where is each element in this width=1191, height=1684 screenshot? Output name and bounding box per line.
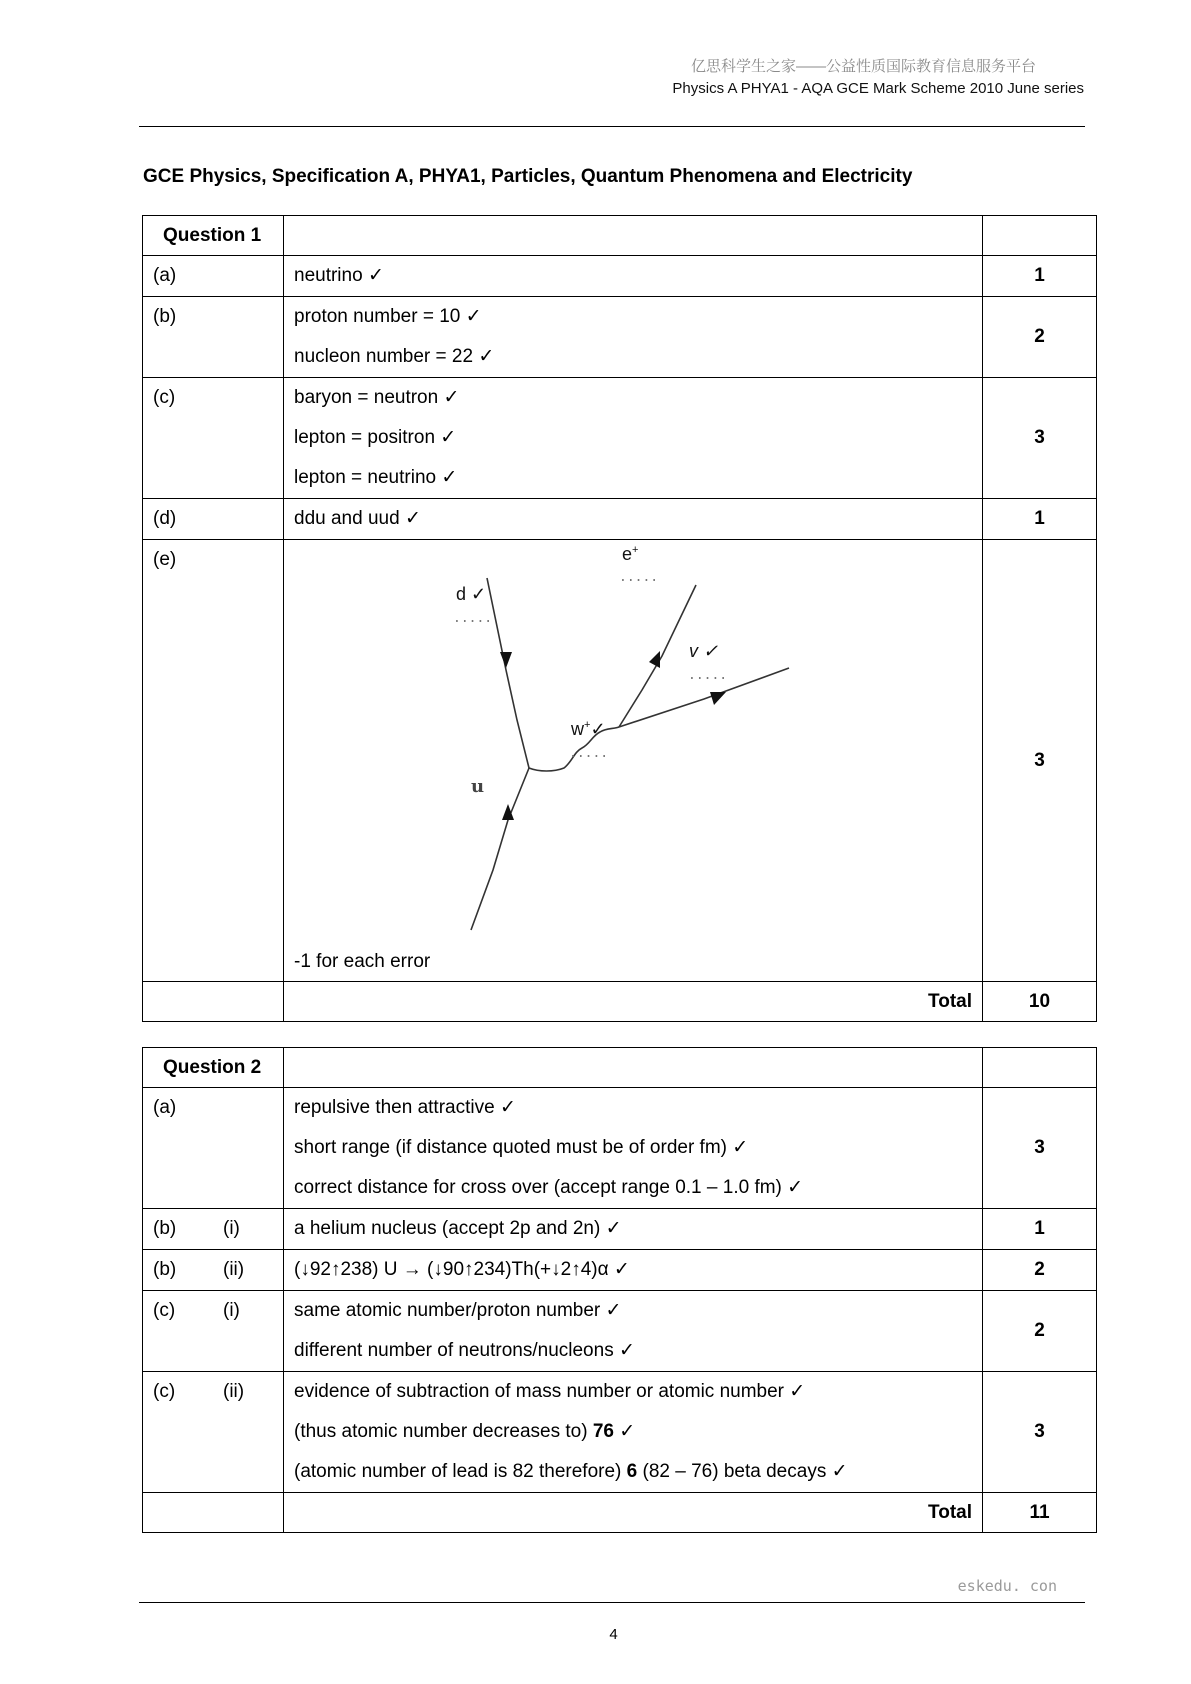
marks-cell: 3: [983, 1372, 1097, 1493]
table-row: [143, 1048, 1097, 1088]
subpart-label: (i): [223, 1218, 240, 1239]
marks-cell: 2: [983, 1250, 1097, 1291]
page-number: 4: [609, 1626, 618, 1643]
w-label: w+✓: [571, 719, 606, 739]
subpart-label: (ii): [223, 1381, 245, 1402]
answer-line: lepton = positron ✓: [294, 427, 457, 448]
marks-cell: 2: [983, 1291, 1097, 1372]
table-row: [143, 256, 1097, 297]
answer-line: a helium nucleus (accept 2p and 2n) ✓: [294, 1218, 622, 1239]
e-label: e+: [622, 544, 639, 564]
v-label: v ✓: [689, 641, 719, 661]
part-label: (b): [153, 306, 177, 327]
marks-cell: 3: [983, 378, 1097, 499]
question-heading: Question 1: [143, 216, 284, 256]
header-chinese-line: 亿思科学生之家——公益性质国际教育信息服务平台: [690, 58, 1036, 75]
answer-line: repulsive then attractive ✓: [294, 1097, 516, 1118]
marks-cell: 3: [983, 1088, 1097, 1209]
marks-cell: 3: [983, 540, 1097, 982]
answer-line: neutrino ✓: [294, 265, 384, 286]
feynman-diagram-cell: [284, 540, 983, 982]
positron-arrow-icon: [649, 651, 660, 668]
table-row: [143, 216, 1097, 256]
u-arrow-icon: [502, 804, 514, 820]
answer-note: -1 for each error: [294, 951, 431, 972]
header-rule: [139, 126, 1085, 127]
part-label: (c): [153, 1381, 176, 1402]
neutrino-arrow-icon: [710, 692, 726, 705]
subpart-label: (ii): [223, 1259, 245, 1280]
total-label: Total: [284, 1493, 983, 1533]
d-label: d ✓: [456, 584, 487, 604]
total-marks: 11: [983, 1493, 1097, 1533]
marks-cell: 1: [983, 499, 1097, 540]
answer-line: same atomic number/proton number ✓: [294, 1300, 622, 1321]
d-arrow-icon: [500, 652, 512, 668]
v-dotted-mark: .....: [688, 668, 728, 683]
total-label: Total: [284, 982, 983, 1022]
table-row: [143, 1250, 1097, 1291]
total-row: [143, 1493, 1097, 1533]
page-title: GCE Physics, Specification A, PHYA1, Particles, Quantum Phenomena and Electricity: [143, 166, 913, 187]
part-label: (e): [153, 549, 177, 570]
answer-line: evidence of subtraction of mass number or atomic number ✓: [294, 1381, 806, 1402]
part-label: (b): [153, 1259, 177, 1280]
table-row: [143, 1372, 1097, 1493]
part-label: (b): [153, 1218, 177, 1239]
d-quark-line: [487, 578, 529, 768]
table-row: [143, 499, 1097, 540]
footer-rule: [139, 1602, 1085, 1603]
table-row: [143, 297, 1097, 378]
part-label: (c): [153, 1300, 176, 1321]
marks-cell: 1: [983, 1209, 1097, 1250]
table-row: [143, 1088, 1097, 1209]
answer-line: correct distance for cross over (accept range 0.1 – 1.0 fm) ✓: [294, 1177, 804, 1198]
answer-line: (thus atomic number decreases to) 76 ✓: [294, 1421, 636, 1442]
part-label: (c): [153, 387, 176, 408]
question-2-table: [142, 1047, 1097, 1533]
part-label: (d): [153, 508, 177, 529]
total-row: [143, 982, 1097, 1022]
answer-line: (atomic number of lead is 82 therefore) 6 (82 – 76) beta decays ✓: [294, 1461, 848, 1482]
answer-line: nucleon number = 22 ✓: [294, 346, 495, 367]
u-label: u: [471, 776, 485, 797]
w-dotted-mark: .....: [569, 746, 609, 761]
decay-equation: (↓92↑238) U → (↓90↑234)Th(+↓2↑4)α ✓: [294, 1259, 630, 1280]
answer-line: proton number = 10 ✓: [294, 306, 482, 327]
footer-brand: eskedu. con: [957, 1577, 1057, 1595]
part-label: (a): [153, 1097, 177, 1118]
question-heading: Question 2: [143, 1048, 284, 1088]
answer-line: short range (if distance quoted must be of order fm) ✓: [294, 1137, 749, 1158]
part-label: (a): [153, 265, 177, 286]
e-dotted-mark: .....: [619, 570, 659, 585]
answer-line: different number of neutrons/nucleons ✓: [294, 1340, 635, 1361]
table-row: [143, 378, 1097, 499]
table-row: [143, 1291, 1097, 1372]
d-dotted-mark: .....: [453, 611, 493, 626]
total-marks: 10: [983, 982, 1097, 1022]
header-document-title: Physics A PHYA1 - AQA GCE Mark Scheme 2010 June series: [672, 80, 1084, 97]
subpart-label: (i): [223, 1300, 240, 1321]
answer-line: lepton = neutrino ✓: [294, 467, 458, 488]
feynman-diagram: [284, 540, 974, 940]
table-row: [143, 1209, 1097, 1250]
answer-line: baryon = neutron ✓: [294, 387, 460, 408]
answer-line: ddu and uud ✓: [294, 508, 421, 529]
table-row: [143, 540, 1097, 982]
marks-cell: 2: [983, 297, 1097, 378]
question-1-table: [142, 215, 1097, 1022]
marks-cell: 1: [983, 256, 1097, 297]
